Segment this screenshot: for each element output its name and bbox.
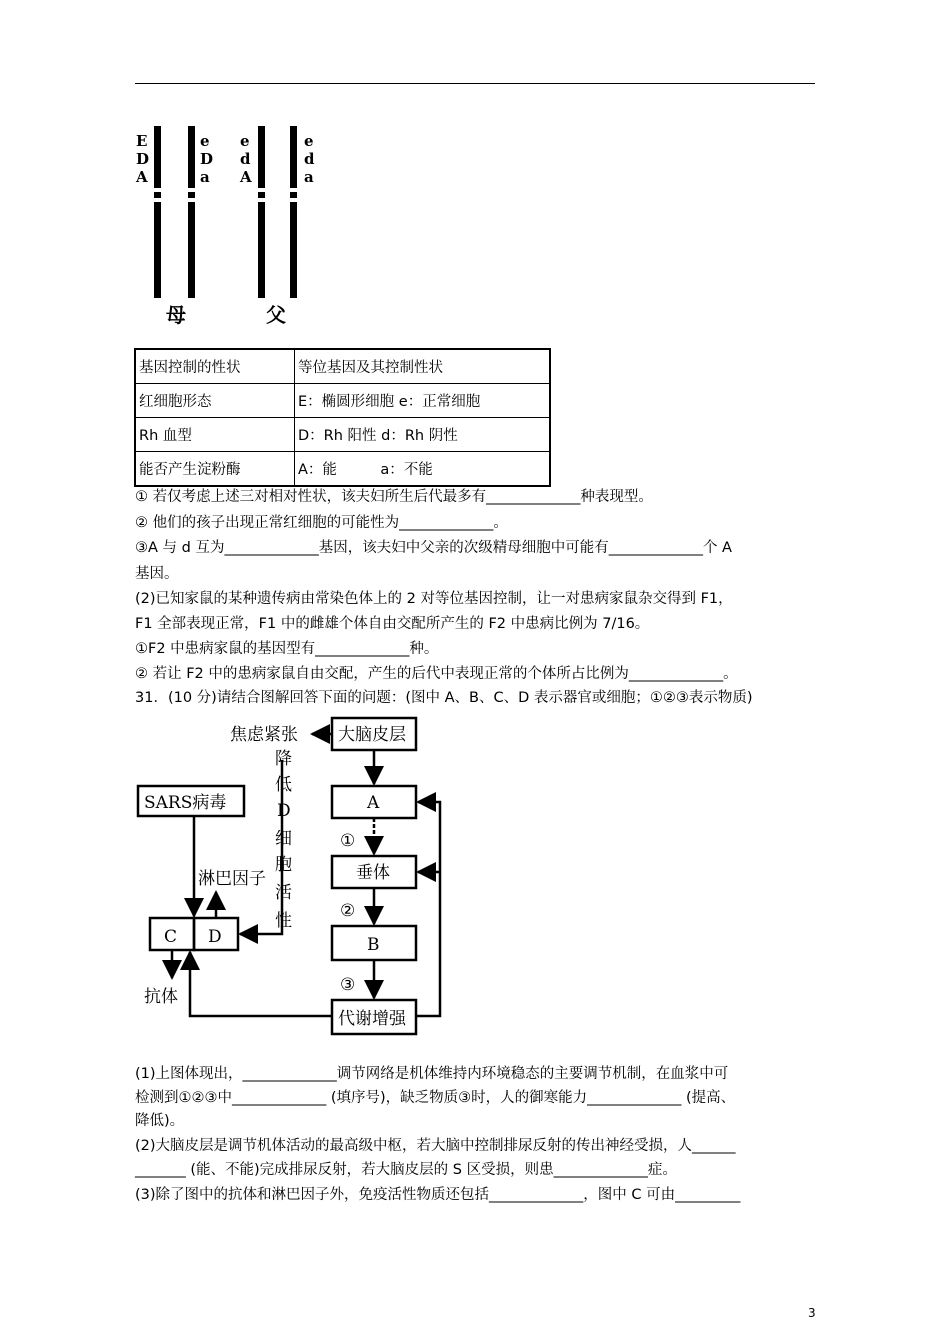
question-line: F1 全部表现正常，F1 中的雌雄个体自由交配所产生的 F2 中患病比例为 7/16。 — [135, 616, 650, 632]
table-header: 等位基因及其控制性状 — [295, 349, 551, 384]
header-rule — [135, 83, 815, 84]
question-line: 基因。 — [135, 566, 179, 582]
answer-line: 检测到①②③中_____________ (填序号)，缺乏物质③时，人的御寒能力_____________ (提高、 — [135, 1090, 736, 1106]
chromosome-figure — [130, 120, 350, 330]
question-line: ② 若让 F2 中的患病家鼠自由交配，产生的后代中表现正常的个体所占比例为_____________。 — [135, 666, 738, 682]
question-line: ① 若仅考虑上述三对相对性状，该夫妇所生后代最多有_____________种表现型。 — [135, 489, 653, 505]
vertical-label: 胞 — [275, 855, 292, 875]
gene-label: A — [240, 168, 252, 186]
gene-label: e — [304, 132, 314, 150]
vertical-label: 细 — [275, 829, 292, 849]
question-title: 31．(10 分)请结合图解回答下面的问题：(图中 A、B、C、D 表示器官或细胞；①②③表示物质) — [135, 690, 753, 706]
anxiety-label: 焦虑紧张 — [230, 725, 298, 745]
gene-label: D — [136, 150, 150, 168]
antibody-label: 抗体 — [144, 987, 178, 1007]
c-label: C — [164, 927, 178, 947]
vertical-label: 性 — [275, 911, 292, 931]
trait-table — [134, 348, 551, 487]
question-line: ③A 与 d 互为_____________基因，该夫妇中父亲的次级精母细胞中可能有_____________个 A — [135, 540, 732, 556]
d-label: D — [208, 927, 222, 947]
gene-label: D — [200, 150, 214, 168]
table-cell: E：椭圆形细胞 e：正常细胞 — [295, 384, 551, 418]
answer-line: (2)大脑皮层是调节机体活动的最高级中枢，若大脑中控制排尿反射的传出神经受损，人______ — [135, 1138, 736, 1154]
gene-label: A — [136, 168, 148, 186]
b-label: B — [367, 935, 380, 955]
table-cell: 红细胞形态 — [135, 384, 295, 418]
substance-2-label: ② — [340, 901, 356, 921]
gene-label: e — [240, 132, 250, 150]
table-row — [135, 384, 550, 418]
a-label: A — [367, 793, 380, 813]
table-cell: D：Rh 阳性 d：Rh 阴性 — [295, 418, 551, 452]
gene-label: E — [136, 132, 148, 150]
question-line: ①F2 中患病家鼠的基因型有_____________种。 — [135, 641, 439, 657]
table-row — [135, 452, 550, 487]
page-number: 3 — [808, 1306, 816, 1320]
mother-caption: 母 — [166, 303, 186, 327]
answer-line: _______ (能、不能)完成排尿反射，若大脑皮层的 S 区受损，则患_____________症。 — [135, 1162, 677, 1178]
table-row — [135, 418, 550, 452]
vertical-label: D — [277, 801, 291, 821]
pituitary-label: 垂体 — [356, 863, 390, 883]
question-line: ② 他们的孩子出现正常红细胞的可能性为_____________。 — [135, 515, 508, 531]
table-cell: A：能 a：不能 — [295, 452, 551, 487]
gene-label: a — [304, 168, 314, 186]
table-row — [135, 349, 550, 384]
gene-label: e — [200, 132, 210, 150]
metabolism-label: 代谢增强 — [338, 1009, 406, 1029]
gene-label: d — [304, 150, 315, 168]
answer-line: 降低)。 — [135, 1113, 185, 1129]
substance-3-label: ③ — [340, 975, 356, 995]
substance-1-label: ① — [340, 831, 356, 851]
lymph-label: 淋巴因子 — [198, 869, 266, 889]
cortex-label: 大脑皮层 — [338, 725, 406, 745]
question-line: (2)已知家鼠的某种遗传病由常染色体上的 2 对等位基因控制，让一对患病家鼠杂交得到 F1， — [135, 591, 733, 607]
sars-label: SARS病毒 — [144, 793, 227, 813]
table-cell: Rh 血型 — [135, 418, 295, 452]
vertical-label: 低 — [275, 775, 292, 795]
father-caption: 父 — [266, 303, 286, 327]
answer-line: (3)除了图中的抗体和淋巴因子外，免疫活性物质还包括_____________，图中 C 可由_________ — [135, 1187, 741, 1203]
table-header: 基因控制的性状 — [135, 349, 295, 384]
gene-label: a — [200, 168, 210, 186]
answer-line: (1)上图体现出，_____________调节网络是机体维持内环境稳态的主要调节机制，在血浆中可 — [135, 1066, 729, 1082]
vertical-label: 活 — [275, 883, 292, 903]
vertical-label: 降 — [275, 749, 292, 769]
table-cell: 能否产生淀粉酶 — [135, 452, 295, 487]
gene-label: d — [240, 150, 251, 168]
regulation-diagram — [130, 708, 450, 1040]
